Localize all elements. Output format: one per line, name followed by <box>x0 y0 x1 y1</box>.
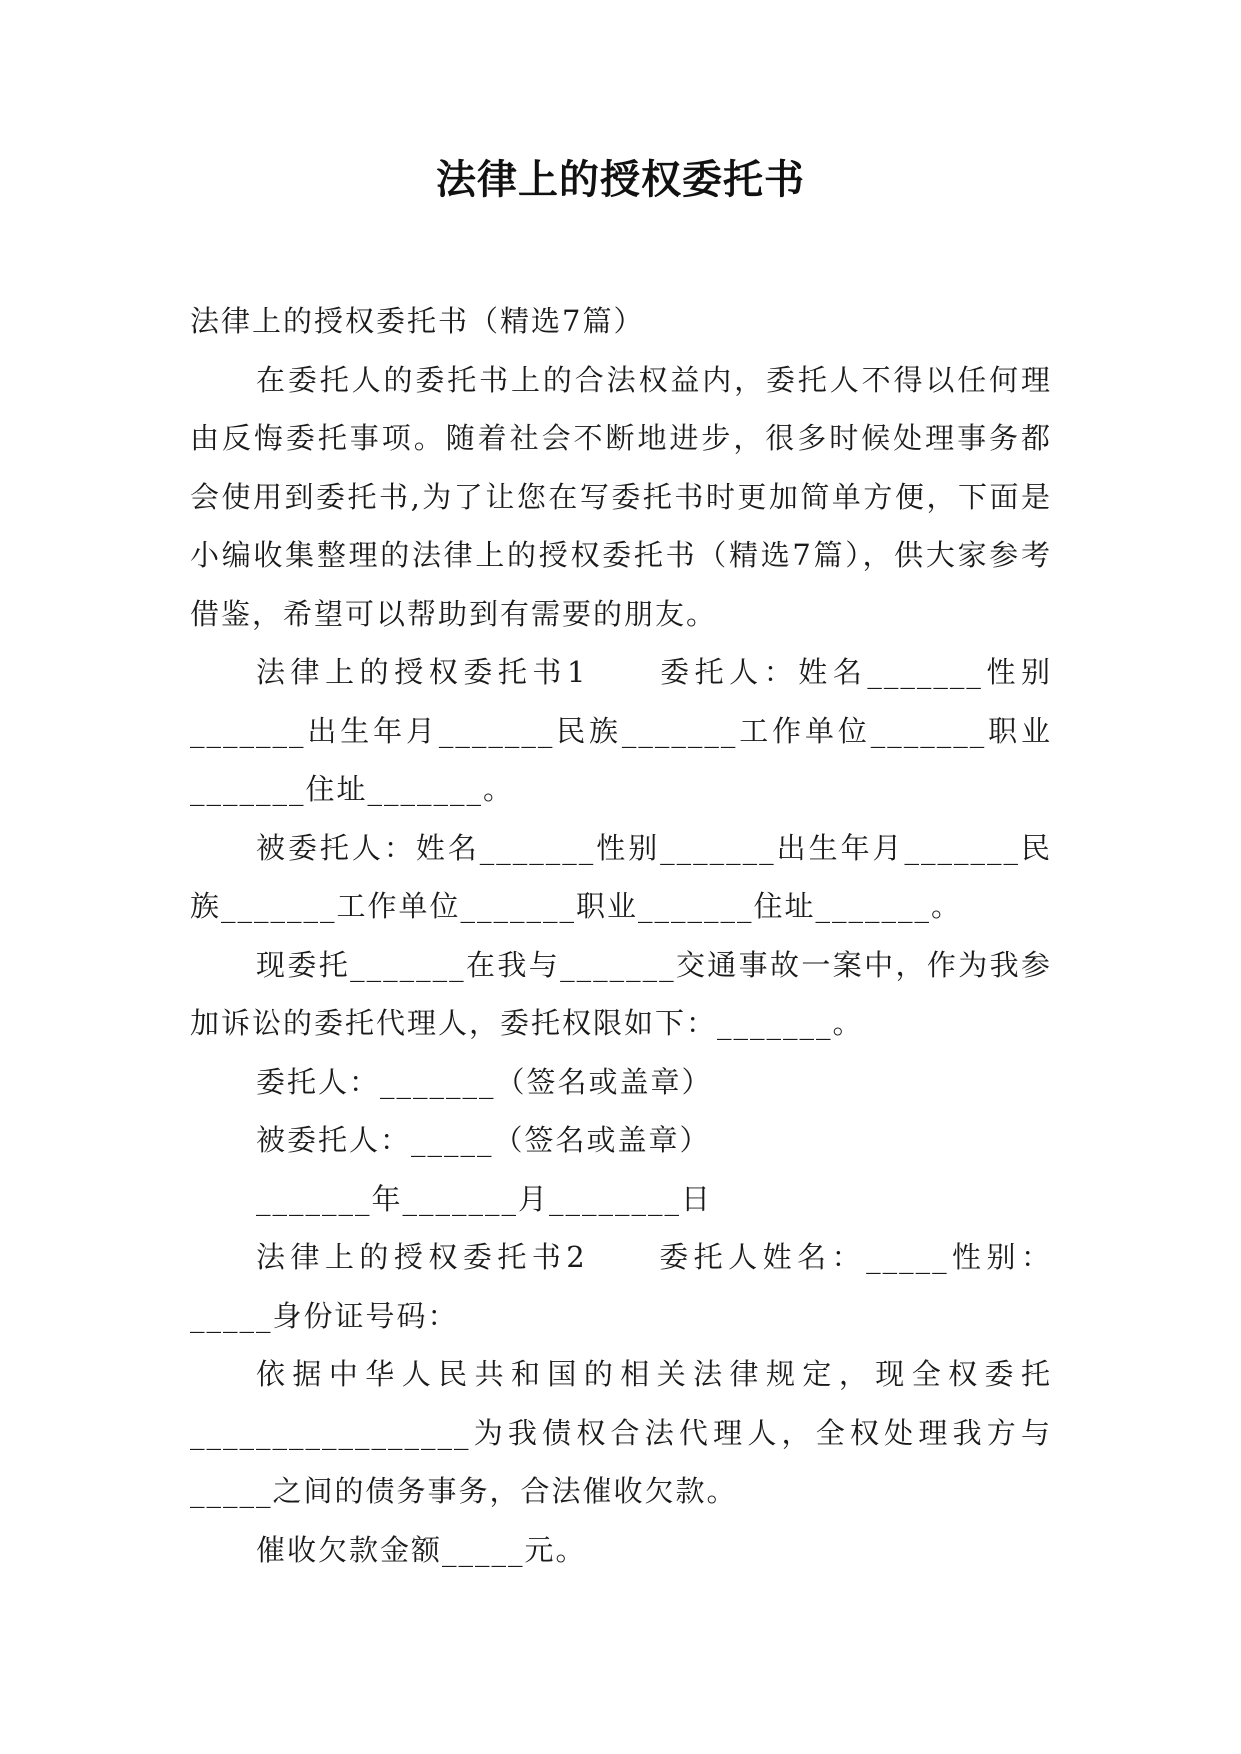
template-2-authorization: 依据中华人民共和国的相关法律规定，现全权委托_________________为我债权合法代理人，全权处理我方与_____之间的债务事务，合法催收欠款。 <box>190 1357 1052 1508</box>
intro-paragraph: 在委托人的委托书上的合法权益内，委托人不得以任何理由反悔委托事项。随着社会不断地进步，很多时候处理事务都会使用到委托书,为了让您在写委托书时更加简单方便，下面是小编收集整理的法律上的授权委托书（精选7篇），供大家参考借鉴，希望可以帮助到有需要的朋友。 <box>190 362 1052 631</box>
template-1-date-line: _______年_______月________日 <box>256 1181 713 1216</box>
document-subtitle: 法律上的授权委托书（精选7篇） <box>190 304 645 338</box>
template-1-agent-info: 被委托人：姓名_______性别_______出生年月_______民族_______工作单位_______职业_______住址_______。 <box>190 830 1052 923</box>
template-2-amount: 催收欠款金额_____元。 <box>256 1532 587 1567</box>
template-1-agent-signature: 被委托人：_____（签名或盖章） <box>256 1123 711 1157</box>
template-2-principal-info: 法律上的授权委托书2 委托人姓名：_____性别：_____身份证号码： <box>190 1240 1052 1333</box>
template-1-principal-signature: 委托人：_______（签名或盖章） <box>256 1064 713 1099</box>
template-1-principal-info: 法律上的授权委托书1 委托人：姓名_______性别_______出生年月_______民族_______工作单位_______职业_______住址_______。 <box>190 655 1052 806</box>
document-body <box>190 292 1052 1579</box>
template-1-authorization: 现委托_______在我与_______交通事故一案中，作为我参加诉讼的委托代理人，委托权限如下：_______。 <box>190 947 1052 1040</box>
document-title: 法律上的授权委托书 <box>436 156 805 203</box>
